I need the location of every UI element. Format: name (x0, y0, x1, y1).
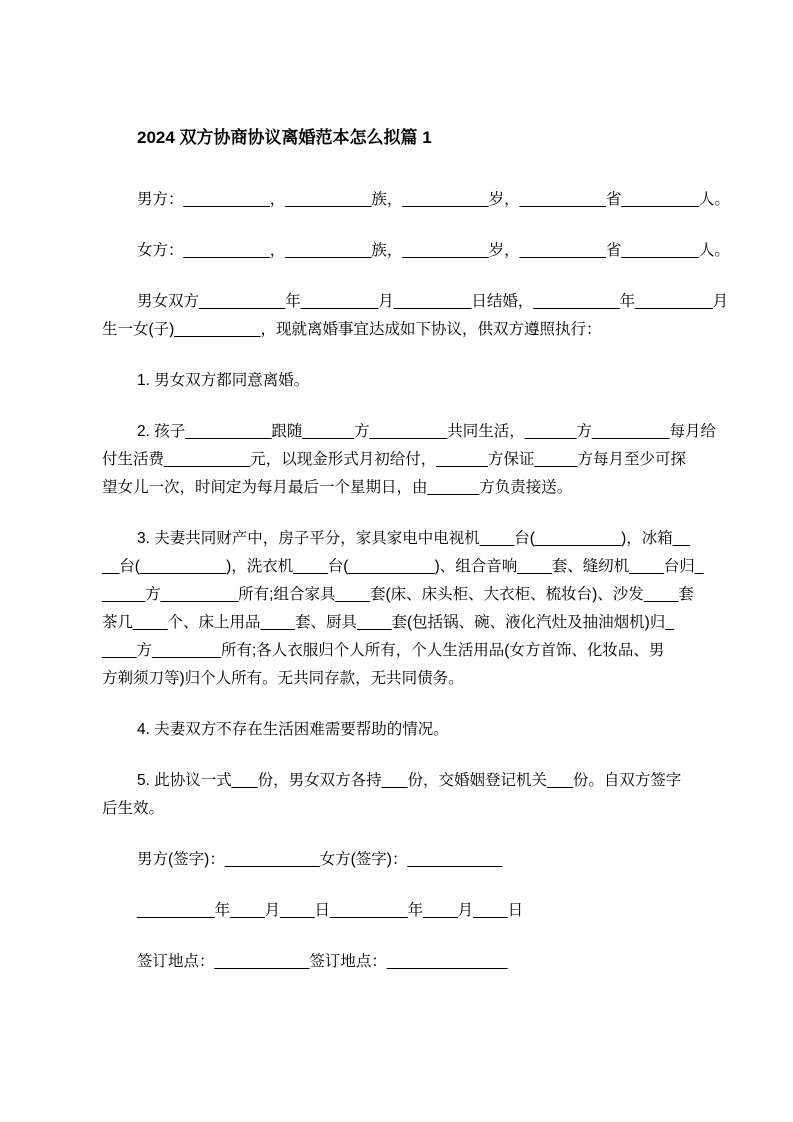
party-male-line: 男方：__________，__________族，__________岁，__________省_________人。 (137, 191, 730, 208)
clause-4-paragraph (102, 716, 742, 744)
clause-4-line: 4. 夫妻双方不存在生活困难需要帮助的情况。 (137, 721, 449, 738)
text-line: _____方_________所有;组合家具____套(床、床头柜、大衣柜、梳妆台)、沙发____套 (102, 586, 694, 603)
text-line: __台(__________)，洗衣机____台(__________)、组合音响____套、缝纫机____台归_ (102, 558, 704, 575)
clause-5-paragraph (102, 767, 742, 823)
sign-place-paragraph (102, 948, 742, 976)
clause-1-paragraph (102, 367, 742, 395)
clause-3-paragraph (102, 525, 742, 693)
text-line: 后生效。 (102, 800, 165, 817)
text-line: 方剃须刀等)归个人所有。无共同存款，无共同债务。 (102, 670, 464, 687)
text-line: 望女儿一次，时间定为每月最后一个星期日，由______方负责接送。 (102, 479, 573, 496)
text-line: 2. 孩子__________跟随______方_________共同生活，______方_________每月给 (137, 423, 717, 440)
party-female-paragraph (102, 237, 742, 265)
clause-1-line: 1. 男女双方都同意离婚。 (137, 372, 310, 389)
party-male-paragraph (102, 186, 742, 214)
text-line: 付生活费__________元，以现金形式月初给付，______方保证_____方每月至少可探 (102, 451, 687, 468)
marriage-info-paragraph (102, 288, 742, 344)
signature-paragraph (102, 846, 742, 874)
sign-date-paragraph (102, 897, 742, 925)
party-female-line: 女方：__________，__________族，__________岁，__________省_________人。 (137, 242, 730, 259)
text-line: ____方________所有;各人衣服归个人所有，个人生活用品(女方首饰、化妆品、男 (102, 642, 665, 659)
signature-line: 男方(签字)：___________女方(签字)：___________ (137, 851, 503, 868)
text-line: 3. 夫妻共同财产中，房子平分，家具家电中电视机____台(__________)，冰箱__ (137, 530, 690, 547)
sign-date-line: _________年____月____日_________年____月____日 (137, 902, 524, 919)
sign-place-line: 签订地点：___________签订地点：______________ (137, 953, 508, 970)
text-line: 茶几____个、床上用品____套、厨具____套(包括锅、碗、液化汽灶及抽油烟机)归_ (102, 614, 674, 631)
clause-2-paragraph (102, 418, 742, 502)
text-line: 生一女(子)__________，现就离婚事宜达成如下协议，供双方遵照执行： (102, 321, 602, 338)
text-line: 男女双方__________年_________月_________日结婚，__________年_________月 (137, 293, 729, 310)
text-line: 5. 此协议一式___份，男女双方各持___份，交婚姻登记机关___份。自双方签字 (137, 772, 682, 789)
document-content (102, 124, 742, 999)
document-title: 2024 双方协商协议离婚范本怎么拟篇 1 (137, 128, 432, 147)
